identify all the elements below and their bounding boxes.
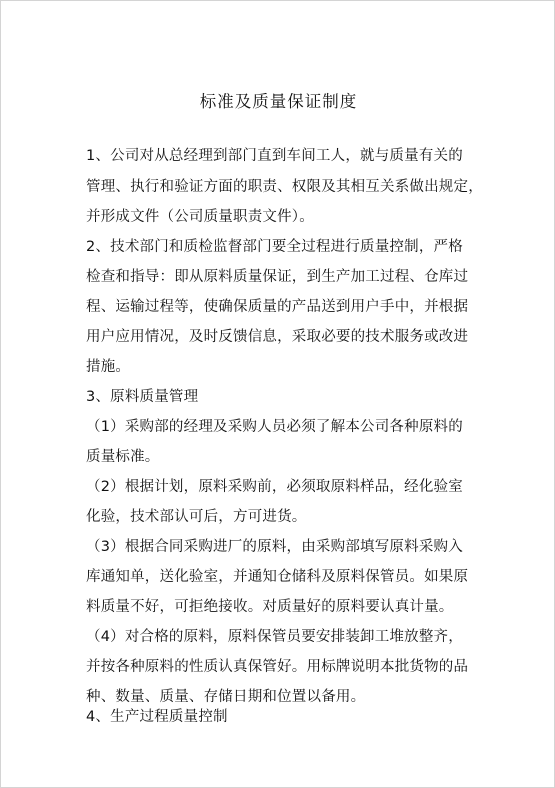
body-line: （1）采购部的经理及采购人员必须了解本公司各种原料的: [86, 419, 463, 435]
body-line: 用户应用情况，及时反馈信息，采取必要的技术服务或改进: [86, 329, 469, 345]
body-line: 管理、执行和验证方面的职责、权限及其相互关系做出规定，: [86, 179, 483, 195]
body-line: 质量标准。: [86, 449, 160, 465]
body-line: 并形成文件（公司质量职责文件）。: [86, 209, 314, 225]
body-line: 1、公司对从总经理到部门直到车间工人，就与质量有关的: [86, 148, 463, 164]
document-title: 标准及质量保证制度: [199, 92, 358, 111]
body-line: 化验，技术部认可后，方可进货。: [86, 509, 307, 525]
body-line: 3、原料质量管理: [86, 389, 199, 405]
body-line: （2）根据计划，原料采购前，必须取原料样品，经化验室: [86, 479, 463, 495]
body-line: 程、运输过程等，使确保质量的产品送到用户手中，并根据: [86, 299, 469, 315]
body-line: 种、数量、质量、存储日期和位置以备用。: [86, 689, 366, 705]
body-line: 措施。: [86, 359, 131, 375]
body-line: 4、生产过程质量控制: [86, 709, 228, 725]
body-line: 料质量不好，可拒绝接收。对质量好的原料要认真计量。: [86, 599, 454, 615]
body-line: （3）根据合同采购进厂的原料，由采购部填写原料采购入: [86, 539, 463, 555]
body-line: （4）对合格的原料，原料保管员要安排装卸工堆放整齐，: [86, 629, 463, 645]
body-line: 检查和指导：即从原料质量保证，到生产加工过程、仓库过: [86, 269, 469, 285]
body-line: 并按各种原料的性质认真保管好。用标牌说明本批货物的品: [86, 659, 469, 675]
body-line: 库通知单，送化验室，并通知仓储科及原料保管员。如果原: [86, 569, 469, 585]
body-line: 2、技术部门和质检监督部门要全过程进行质量控制，严格: [86, 239, 463, 255]
